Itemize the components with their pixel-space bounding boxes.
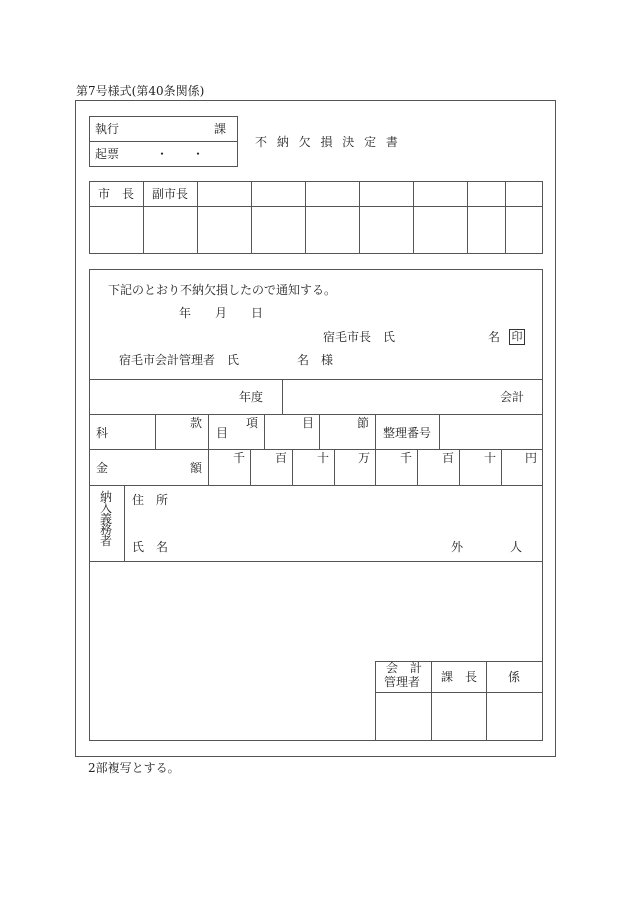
amount-col-divider xyxy=(459,449,460,485)
signoff-header-section-chief: 課 長 xyxy=(441,670,478,684)
persons-label: 人 xyxy=(510,540,523,554)
name-label: 氏 名 xyxy=(132,540,169,554)
kou-label: 項 xyxy=(246,416,259,430)
signoff-header-accountant-line2: 管理者 xyxy=(384,675,421,689)
moku-label: 目 xyxy=(302,416,315,430)
payer-col-divider xyxy=(124,485,125,561)
unit-yen: 円 xyxy=(525,451,538,465)
setsu-label: 節 xyxy=(357,416,370,430)
recipient-name-suffix: 名 様 xyxy=(297,353,334,367)
unit-thousand-million: 千 xyxy=(233,451,246,465)
date-year-label: 年 xyxy=(179,306,192,320)
date-month-label: 月 xyxy=(215,306,228,320)
approval-header-deputy-mayor: 副市長 xyxy=(152,187,189,201)
signoff-header-accountant-line1: 会 計 xyxy=(386,661,423,675)
unit-ten-million: 十 xyxy=(317,451,330,465)
approval-col-divider xyxy=(467,181,468,253)
stamp-cell-section-chief[interactable] xyxy=(432,693,485,740)
drafted-date-dot-1: ・ xyxy=(156,147,169,161)
amount-label-left: 金 xyxy=(96,461,109,475)
form-label: 第7号様式(第40条関係) xyxy=(76,84,205,98)
amount-label-right: 額 xyxy=(190,461,203,475)
stamp-cell-accountant[interactable] xyxy=(376,693,430,740)
unit-hundred-million: 百 xyxy=(275,451,288,465)
account-label: 会計 xyxy=(500,390,525,404)
fiscal-col-divider xyxy=(282,379,283,414)
approval-col-divider xyxy=(305,181,306,253)
amount-col-divider xyxy=(417,449,418,485)
execution-label: 執行 xyxy=(95,122,120,136)
payer-side-char: 入 xyxy=(99,501,112,515)
kan-label: 款 xyxy=(190,416,203,430)
footer-note: 2部複写とする。 xyxy=(88,761,180,775)
stamp-cell-mayor[interactable] xyxy=(90,207,142,253)
approval-col-divider xyxy=(413,181,414,253)
execution-divider xyxy=(89,141,237,142)
payer-side-label xyxy=(99,492,113,547)
drafted-date-dot-2: ・ xyxy=(192,147,205,161)
address-label: 住 所 xyxy=(132,493,169,507)
unit-ten-thousand: 万 xyxy=(358,451,371,465)
amount-col-divider xyxy=(292,449,293,485)
unit-hundred: 百 xyxy=(442,451,455,465)
reference-number-label: 整理番号 xyxy=(383,426,432,440)
recipient-label: 宿毛市会計管理者 氏 xyxy=(119,353,240,367)
mayor-name-label: 宿毛市長 氏 xyxy=(323,330,396,344)
row-divider xyxy=(89,485,542,486)
approval-col-divider xyxy=(197,181,198,253)
subject-col-divider xyxy=(264,414,265,449)
approval-col-divider xyxy=(359,181,360,253)
payer-side-char: 者 xyxy=(99,534,112,548)
mayor-name-suffix: 名 xyxy=(488,330,501,344)
approval-col-divider xyxy=(251,181,252,253)
row-divider xyxy=(89,379,542,380)
amount-col-divider xyxy=(250,449,251,485)
subject-col-divider xyxy=(319,414,320,449)
seal-icon: 印 xyxy=(509,329,525,345)
amount-col-divider xyxy=(501,449,502,485)
unit-ten: 十 xyxy=(484,451,497,465)
reference-number-field[interactable] xyxy=(440,415,541,448)
stamp-cell-staff[interactable] xyxy=(487,693,542,740)
payer-side-char: 義 xyxy=(99,512,112,526)
payer-side-char: 納 xyxy=(99,490,112,504)
row-divider xyxy=(89,449,542,450)
section-label: 課 xyxy=(214,122,227,136)
approval-header-mayor: 市 長 xyxy=(98,187,135,201)
notice-statement: 下記のとおり不納欠損したので通知する。 xyxy=(108,283,337,297)
approval-col-divider xyxy=(505,181,506,253)
payer-side-char: 務 xyxy=(99,523,112,537)
date-day-label: 日 xyxy=(251,306,264,320)
signoff-header-staff: 係 xyxy=(508,670,521,684)
subject-label: 科 目 xyxy=(96,426,247,440)
stamp-cell-deputy-mayor[interactable] xyxy=(144,207,196,253)
unit-thousand: 千 xyxy=(400,451,413,465)
drafted-label: 起票 xyxy=(95,147,120,161)
document-title: 不 納 欠 損 決 定 書 xyxy=(255,135,401,149)
row-divider xyxy=(89,561,542,562)
fiscal-year-label: 年度 xyxy=(239,390,264,404)
others-label: 外 xyxy=(451,540,464,554)
amount-col-divider xyxy=(334,449,335,485)
